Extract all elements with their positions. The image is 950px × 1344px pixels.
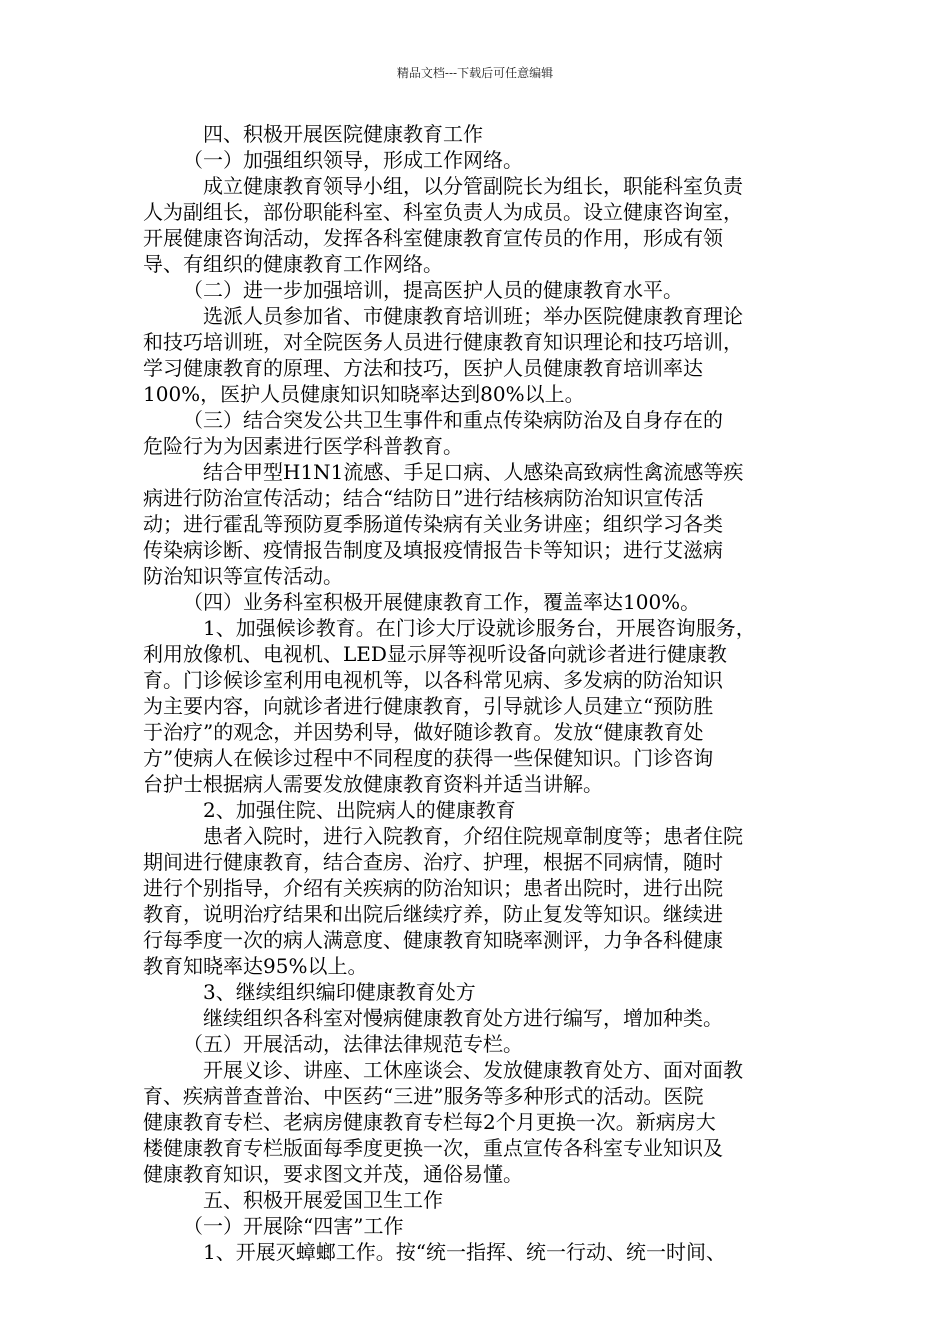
paragraph-line: 2、加强住院、出院病人的健康教育 xyxy=(203,798,516,822)
paragraph-line: 选派人员参加省、市健康教育培训班；举办医院健康教育理论 xyxy=(203,304,743,328)
paragraph-line: 1、加强候诊教育。在门诊大厅设就诊服务台，开展咨询服务， xyxy=(203,616,756,640)
paragraph-line: 于治疗”的观念，并因势利导，做好随诊教育。发放“健康教育处 xyxy=(143,720,704,744)
paragraph-line: 结合甲型H1N1流感、手足口病、人感染高致病性禽流感等疾 xyxy=(203,460,744,484)
paragraph-line: 导、有组织的健康教育工作网络。 xyxy=(143,252,443,276)
paragraph-line: 台护士根据病人需要发放健康教育资料并适当讲解。 xyxy=(143,772,603,796)
paragraph-line: 利用放像机、电视机、LED显示屏等视听设备向就诊者进行健康教 xyxy=(143,642,727,666)
paragraph-line: 学习健康教育的原理、方法和技巧，医护人员健康教育培训率达 xyxy=(143,356,703,380)
paragraph-line: 五、积极开展爱国卫生工作 xyxy=(203,1188,443,1212)
paragraph-line: 方”使病人在候诊过程中不同程度的获得一些保健知识。门诊咨询 xyxy=(143,746,714,770)
paragraph-line: 1、开展灭蟑螂工作。按“统一指挥、统一行动、统一时间、 xyxy=(203,1240,726,1264)
paragraph-line: （一）加强组织领导，形成工作网络。 xyxy=(183,148,523,172)
page-header: 精品文档---下载后可任意编辑 xyxy=(396,66,554,80)
paragraph-line: 继续组织各科室对慢病健康教育处方进行编写，增加种类。 xyxy=(203,1006,723,1030)
paragraph-line: 成立健康教育领导小组，以分管副院长为组长，职能科室负责 xyxy=(203,174,743,198)
paragraph-line: （一）开展除“四害”工作 xyxy=(183,1214,404,1238)
paragraph-line: （三）结合突发公共卫生事件和重点传染病防治及自身存在的 xyxy=(183,408,723,432)
paragraph-line: （二）进一步加强培训，提高医护人员的健康教育水平。 xyxy=(183,278,683,302)
document-body xyxy=(143,121,808,1265)
paragraph-line: 和技巧培训班，对全院医务人员进行健康教育知识理论和技巧培训， xyxy=(143,330,743,354)
paragraph-line: 防治知识等宣传活动。 xyxy=(143,564,343,588)
paragraph-line: 100%，医护人员健康知识知晓率达到80%以上。 xyxy=(143,382,585,406)
paragraph-line: （五）开展活动，法律法律规范专栏。 xyxy=(183,1032,523,1056)
paragraph-line: 传染病诊断、疫情报告制度及填报疫情报告卡等知识；进行艾滋病 xyxy=(143,538,723,562)
paragraph-line: 教育知晓率达95%以上。 xyxy=(143,954,368,978)
paragraph-line: 进行个别指导，介绍有关疾病的防治知识；患者出院时，进行出院 xyxy=(143,876,723,900)
paragraph-line: 病进行防治宣传活动；结合“结防日”进行结核病防治知识宣传活 xyxy=(143,486,704,510)
paragraph-line: 为主要内容，向就诊者进行健康教育，引导就诊人员建立“预防胜 xyxy=(143,694,714,718)
paragraph-line: 育、疾病普查普治、中医药“三进”服务等多种形式的活动。医院 xyxy=(143,1084,704,1108)
paragraph-line: 楼健康教育专栏版面每季度更换一次，重点宣传各科室专业知识及 xyxy=(143,1136,723,1160)
paragraph-line: 四、积极开展医院健康教育工作 xyxy=(203,122,483,146)
paragraph-line: 开展义诊、讲座、工休座谈会、发放健康教育处方、面对面教 xyxy=(203,1058,743,1082)
paragraph-line: 健康教育专栏、老病房健康教育专栏每2个月更换一次。新病房大 xyxy=(143,1110,716,1134)
paragraph-line: 健康教育知识，要求图文并茂，通俗易懂。 xyxy=(143,1162,523,1186)
paragraph-line: 育。门诊候诊室利用电视机等，以各科常见病、多发病的防治知识 xyxy=(143,668,723,692)
paragraph-line: （四）业务科室积极开展健康教育工作，覆盖率达100%。 xyxy=(183,590,701,614)
paragraph-line: 人为副组长，部份职能科室、科室负责人为成员。设立健康咨询室， xyxy=(143,200,743,224)
paragraph-line: 开展健康咨询活动，发挥各科室健康教育宣传员的作用，形成有领 xyxy=(143,226,723,250)
paragraph-line: 教育，说明治疗结果和出院后继续疗养，防止复发等知识。继续进 xyxy=(143,902,723,926)
paragraph-line: 患者入院时，进行入院教育，介绍住院规章制度等；患者住院 xyxy=(203,824,743,848)
paragraph-line: 行每季度一次的病人满意度、健康教育知晓率测评，力争各科健康 xyxy=(143,928,723,952)
paragraph-line: 动；进行霍乱等预防夏季肠道传染病有关业务讲座；组织学习各类 xyxy=(143,512,723,536)
paragraph-line: 危险行为为因素进行医学科普教育。 xyxy=(143,434,463,458)
paragraph-line: 3、继续组织编印健康教育处方 xyxy=(203,980,476,1004)
paragraph-line: 期间进行健康教育，结合查房、治疗、护理，根据不同病情，随时 xyxy=(143,850,723,874)
